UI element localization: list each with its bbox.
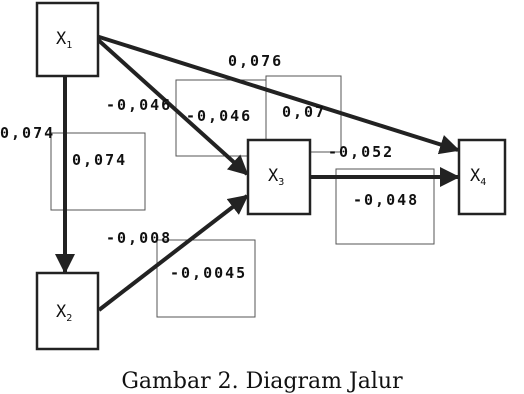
node-x2-label: X bbox=[56, 302, 67, 322]
estimate-x1-x2: 0,074 bbox=[72, 151, 128, 169]
estimate-x1-x4: 0,07 bbox=[282, 103, 327, 121]
coefficient-x1-x3: -0,046 bbox=[106, 96, 173, 114]
node-x4-sub: 4 bbox=[480, 177, 487, 188]
node-x2 bbox=[37, 273, 98, 349]
arrow-x2-x3 bbox=[99, 196, 247, 310]
node-x3-sub: 3 bbox=[278, 177, 285, 188]
node-x3 bbox=[248, 140, 310, 214]
node-x2-box bbox=[37, 273, 98, 349]
estimate-x2-x3: -0,0045 bbox=[170, 264, 248, 282]
coefficient-x1-x4: 0,076 bbox=[228, 52, 284, 70]
coefficient-x3-x4: -0,052 bbox=[328, 143, 395, 161]
node-x4-label: X bbox=[470, 166, 481, 186]
node-x1 bbox=[37, 3, 98, 76]
node-x2-sub: 2 bbox=[66, 313, 73, 324]
estimate-x1-x3: -0,046 bbox=[186, 107, 253, 125]
node-x1-sub: 1 bbox=[66, 40, 73, 51]
coefficient-x1-x2: 0,074 bbox=[0, 124, 56, 142]
coefficient-x2-x3: -0,008 bbox=[106, 229, 173, 247]
figure-caption: Gambar 2. Diagram Jalur bbox=[121, 369, 403, 394]
node-x4 bbox=[459, 140, 505, 214]
node-x1-label: X bbox=[56, 29, 67, 49]
estimate-x3-x4: -0,048 bbox=[353, 191, 420, 209]
node-x3-label: X bbox=[268, 166, 279, 186]
